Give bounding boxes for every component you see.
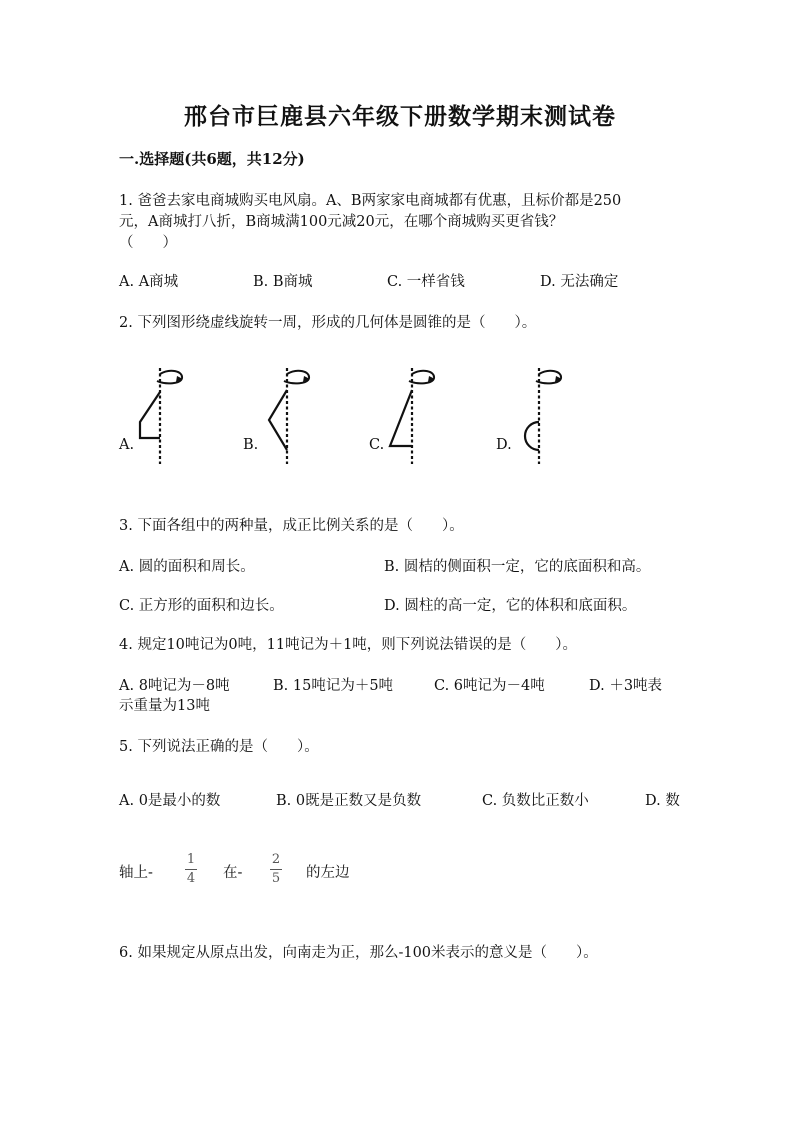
q1-text-line3: （ ） (119, 235, 177, 251)
fraction-bar (185, 869, 197, 870)
q2-figure-d[interactable] (505, 360, 575, 470)
q2-figure-c[interactable] (380, 360, 450, 470)
q1-text-line1: 1. 爸爸去家电商城购买电风扇。A、B两家家电商城都有优惠，且标价都是250 (119, 193, 622, 209)
q5-text: 5. 下列说法正确的是（ ）。 (119, 739, 319, 755)
q1-option-d[interactable]: D. 无法确定 (540, 274, 619, 290)
fraction-denominator: 5 (271, 871, 281, 886)
fraction-numerator: 1 (186, 852, 196, 867)
q4-option-c[interactable]: C. 6吨记为－4吨 (434, 678, 545, 694)
q2-figure-b[interactable] (255, 360, 325, 470)
page-title: 邢台市巨鹿县六年级下册数学期末测试卷 (184, 103, 616, 130)
q2-label-a[interactable]: A. (119, 437, 135, 453)
q2-text: 2. 下列图形绕虚线旋转一周，形成的几何体是圆锥的是（ ）。 (119, 315, 537, 331)
q2-label-d[interactable]: D. (496, 437, 512, 453)
q5-option-c[interactable]: C. 负数比正数小 (482, 793, 589, 809)
q5-option-d[interactable]: D. 数 (645, 793, 680, 809)
q1-option-b[interactable]: B. B商城 (253, 274, 313, 290)
q4-option-d[interactable]: D. ＋3吨表 (589, 678, 663, 694)
q1-option-a[interactable]: A. A商城 (119, 274, 179, 290)
q6-text: 6. 如果规定从原点出发，向南走为正，那么-100米表示的意义是（ ）。 (119, 945, 598, 961)
fraction-denominator: 4 (186, 871, 196, 886)
fraction-bar (270, 869, 282, 870)
q2-label-c[interactable]: C. (369, 437, 385, 453)
q2-label-b[interactable]: B. (243, 437, 259, 453)
section-heading: 一.选择题(共6题，共12分) (119, 150, 305, 168)
q5-option-d-wrap-middle: 在- (223, 865, 243, 881)
q3-option-c[interactable]: C. 正方形的面积和边长。 (119, 598, 284, 614)
q5-fraction-one-quarter (183, 852, 199, 887)
fraction-numerator: 2 (271, 852, 281, 867)
q5-fraction-two-fifths (268, 852, 284, 887)
q3-option-d[interactable]: D. 圆柱的高一定，它的体积和底面积。 (384, 598, 637, 614)
q4-option-a[interactable]: A. 8吨记为－8吨 (119, 678, 230, 694)
q4-option-b[interactable]: B. 15吨记为＋5吨 (273, 678, 394, 694)
q5-option-d-wrap-start: 轴上- (119, 865, 153, 881)
q1-text-line2: 元，A商城打八折，B商城满100元减20元，在哪个商城购买更省钱？ (119, 214, 564, 230)
q3-option-b[interactable]: B. 圆桔的侧面积一定，它的底面积和高。 (384, 559, 651, 575)
q5-option-b[interactable]: B. 0既是正数又是负数 (276, 793, 422, 809)
q5-option-a[interactable]: A. 0是最小的数 (119, 793, 221, 809)
q4-text: 4. 规定10吨记为0吨，11吨记为＋1吨，则下列说法错误的是（ ）。 (119, 637, 578, 653)
q4-option-d-wrap: 示重量为13吨 (119, 698, 210, 714)
q3-text: 3. 下面各组中的两种量，成正比例关系的是（ ）。 (119, 518, 464, 534)
q2-figure-a[interactable] (130, 360, 200, 470)
q5-option-d-wrap-end: 的左边 (306, 865, 350, 881)
q1-option-c[interactable]: C. 一样省钱 (387, 274, 465, 290)
q3-option-a[interactable]: A. 圆的面积和周长。 (119, 559, 255, 575)
